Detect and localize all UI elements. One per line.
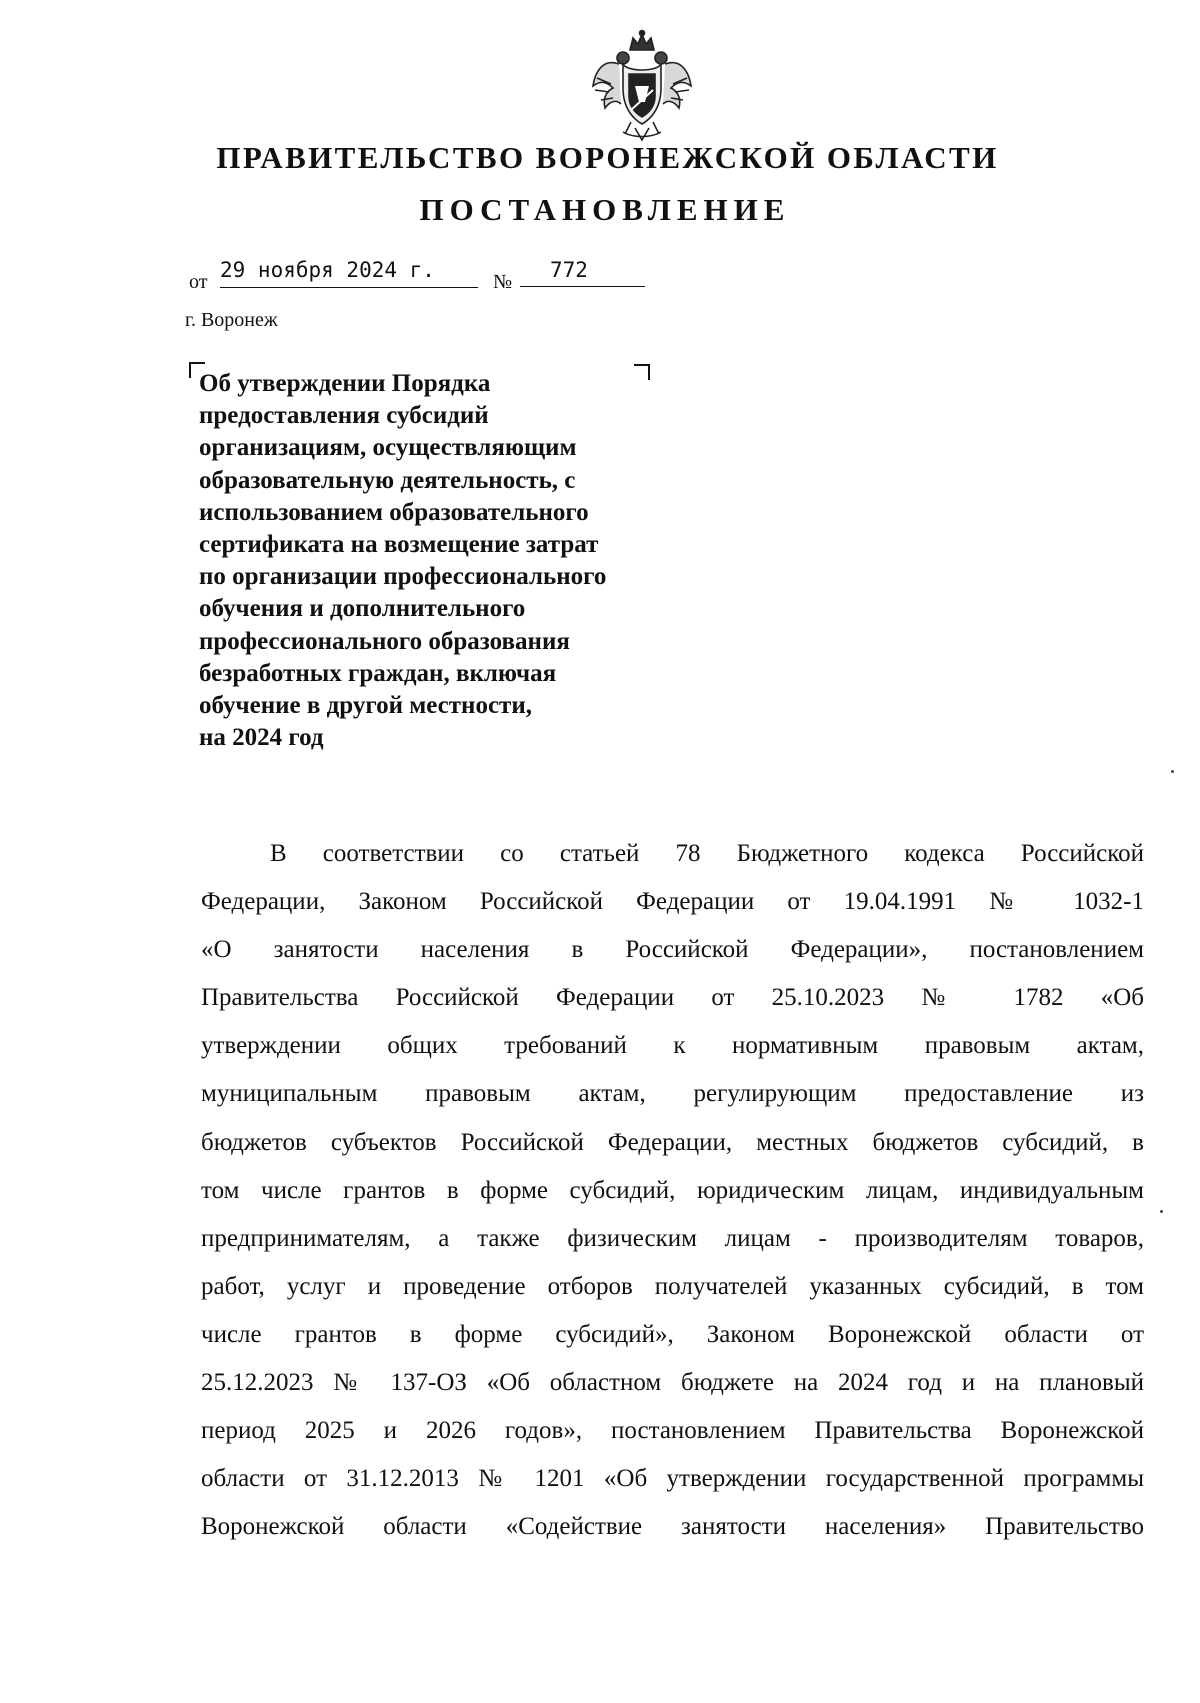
title-line: на 2024 год <box>199 724 324 752</box>
title-line: по организации профессионального <box>199 563 607 591</box>
body-line: утверждении общих требований к нормативным правовым актам, <box>201 1032 1144 1060</box>
body-line: числе грантов в форме субсидий», Законом Воронежской области от <box>201 1320 1144 1348</box>
city: г. Воронеж <box>185 309 278 331</box>
body-line: работ, услуг и проведение отборов получателей указанных субсидий, в том <box>201 1272 1144 1300</box>
body-line: муниципальным правовым актам, регулирующим предоставление из <box>201 1080 1144 1108</box>
body-line: предпринимателям, а также физическим лицам - производителям товаров, <box>201 1224 1144 1252</box>
decree-date: 29 ноября 2024 г. <box>220 258 478 288</box>
body-line: период 2025 и 2026 годов», постановлением Правительства Воронежской <box>201 1417 1144 1445</box>
body-line: Правительства Российской Федерации от 25.10.2023 № 1782 «Об <box>201 984 1144 1012</box>
body-line: Воронежской области «Содействие занятости населения» Правительство <box>201 1513 1144 1541</box>
scan-speck <box>1171 770 1174 773</box>
body-paragraph <box>201 830 1144 1551</box>
body-line: В соответствии со статьей 78 Бюджетного кодекса Российской <box>270 840 1144 867</box>
title-line: профессионального образования <box>199 627 570 655</box>
body-line: Федерации, Законом Российской Федерации от 19.04.1991 № 1032-1 <box>201 888 1144 916</box>
coat-of-arms-icon <box>583 28 701 144</box>
government-name: ПРАВИТЕЛЬСТВО ВОРОНЕЖСКОЙ ОБЛАСТИ <box>216 140 999 175</box>
title-line: образовательную деятельность, с <box>199 466 576 494</box>
title-line: Об утверждении Порядка <box>199 370 491 397</box>
decree-title <box>199 368 669 754</box>
title-line: безработных граждан, включая <box>199 659 557 687</box>
body-line: 25.12.2023 № 137-ОЗ «Об областном бюджете на 2024 год и на плановый <box>201 1369 1144 1397</box>
title-line: организациям, осуществляющим <box>199 434 577 462</box>
number-prefix: № <box>493 271 513 293</box>
body-line: области от 31.12.2013 № 1201 «Об утверждении государственной программы <box>201 1465 1144 1493</box>
body-line: том числе грантов в форме субсидий, юридическим лицам, индивидуальным <box>201 1176 1144 1204</box>
document-type-heading: ПОСТАНОВЛЕНИЕ <box>419 192 791 227</box>
scan-speck <box>1160 1210 1163 1213</box>
date-prefix: от <box>189 271 208 293</box>
title-line: сертификата на возмещение затрат <box>199 531 599 559</box>
title-line: предоставления субсидий <box>199 402 489 430</box>
body-line: «О занятости населения в Российской Федерации», постановлением <box>201 936 1144 964</box>
title-line: использованием образовательного <box>199 498 589 526</box>
body-line: бюджетов субъектов Российской Федерации, местных бюджетов субсидий, в <box>201 1128 1144 1156</box>
title-line: обучение в другой местности, <box>199 692 532 720</box>
title-line: обучения и дополнительного <box>199 595 526 623</box>
decree-number: 772 <box>520 258 645 287</box>
